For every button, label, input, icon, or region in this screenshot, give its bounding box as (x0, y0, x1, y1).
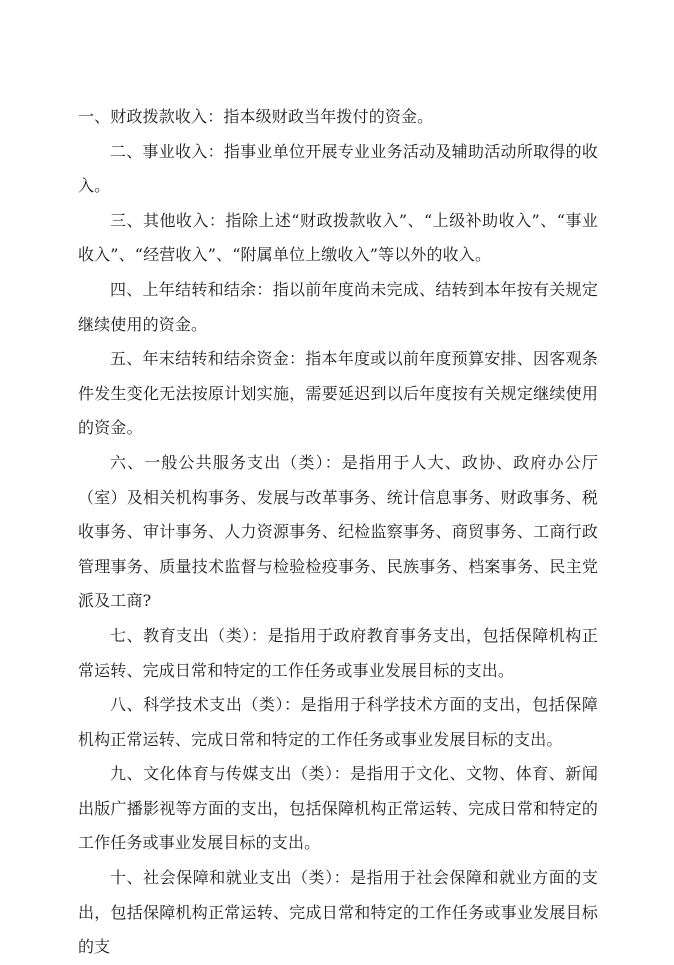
definition-paragraph-4: 四、上年结转和结余：指以前年度尚未完成、结转到本年按有关规定继续使用的资金。 (78, 279, 598, 334)
definition-paragraph-6: 六、一般公共服务支出（类）：是指用于人大、政协、政府办公厅（室）及相关机构事务、发展与改革事务、统计信息事务、财政事务、税收事务、审计事务、人力资源事务、纪检监察事务、商贸事务、工商行政管理事务、质量技术监督与检验检疫事务、民族事务、档案事务、民主党派及工商? (78, 452, 598, 611)
definition-paragraph-8: 八、科学技术支出（类）：是指用于科学技术方面的支出，包括保障机构正常运转、完成日常和特定的工作任务或事业发展目标的支出。 (78, 695, 598, 749)
definition-paragraph-7: 七、教育支出（类）：是指用于政府教育事务支出，包括保障机构正常运转、完成日常和特定的工作任务或事业发展目标的支出。 (78, 625, 598, 680)
definition-paragraph-1: 一、财政拨款收入：指本级财政当年拨付的资金。 (78, 107, 434, 126)
definition-paragraph-9: 九、文化体育与传媒支出（类）：是指用于文化、文物、体育、新闻出版广播影视等方面的支出，包括保障机构正常运转、完成日常和特定的工作任务或事业发展目标的支出。 (78, 764, 598, 853)
definition-paragraph-2: 二、事业收入：指事业单位开展专业业务活动及辅助活动所取得的收入。 (78, 141, 598, 196)
definition-paragraph-10: 十、社会保障和就业支出（类）：是指用于社会保障和就业方面的支出，包括保障机构正常运转、完成日常和特定的工作任务或事业发展目标的支 (78, 868, 598, 957)
definition-paragraph-3: 三、其他收入：指除上述“财政拨款收入”、“上级补助收入”、“事业收入”、“经营收入”、“附属单位上缴收入”等以外的收入。 (78, 210, 598, 265)
definition-paragraph-5: 五、年末结转和结余资金：指本年度或以前年度预算安排、因客观条件发生变化无法按原计划实施，需要延迟到以后年度按有关规定继续使用的资金。 (78, 349, 598, 438)
document-body (78, 100, 598, 965)
